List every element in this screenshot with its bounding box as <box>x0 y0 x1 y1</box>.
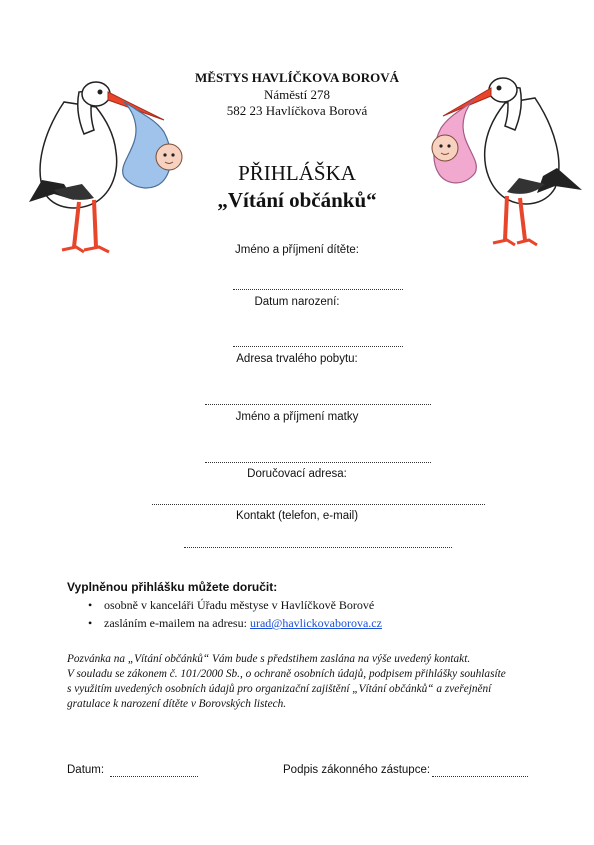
delivery-option-in-person: • osobně v kanceláři Úřadu městyse v Havlíčkově Borové <box>88 596 382 614</box>
field-line-mother-name[interactable] <box>205 462 431 463</box>
field-label-birth-date: Datum narození: <box>254 296 340 308</box>
signature-label: Podpis zákonného zástupce: <box>283 764 431 776</box>
signature-line[interactable] <box>432 776 528 777</box>
field-label-mother-name: Jméno a příjmení matky <box>235 411 359 423</box>
field-label-contact: Kontakt (telefon, e-mail) <box>235 510 359 522</box>
field-label-permanent-address: Adresa trvalého pobytu: <box>236 353 358 365</box>
field-line-birth-date[interactable] <box>233 346 403 347</box>
field-line-child-name[interactable] <box>233 289 403 290</box>
organization-name: MĚSTYS HAVLÍČKOVA BOROVÁ <box>195 70 399 85</box>
document-subtitle: „Vítání občánků“ <box>217 188 377 212</box>
document-title: PŘIHLÁŠKA <box>238 161 356 185</box>
email-link[interactable]: urad@havlickovaborova.cz <box>249 616 382 630</box>
delivery-heading: Vyplněnou přihlášku můžete doručit: <box>67 580 278 594</box>
address-line-1: Náměstí 278 <box>263 87 331 102</box>
address-line-2: 582 23 Havlíčkova Borová <box>226 103 368 118</box>
date-line[interactable] <box>110 776 198 777</box>
gdpr-note: Pozvánka na „Vítání občánků“ Vám bude s předstihem zaslána na výše uvedený kontakt. V souladu se zákonem č. 101/2000 Sb., o ochraně osobních údajů, podpisem přihlášky souhlasíte s využitím uvedených osobních údajů pro organizační zajištění „Vítání občánků“ a zveřejnění gratulace k narození dítěte v Borovských listech. <box>67 653 506 710</box>
field-line-contact[interactable] <box>184 547 452 548</box>
field-label-child-name: Jméno a příjmení dítěte: <box>234 244 359 256</box>
field-label-delivery-address: Doručovací adresa: <box>247 468 347 480</box>
date-label: Datum: <box>67 764 105 776</box>
delivery-options-list <box>88 596 382 632</box>
field-line-permanent-address[interactable] <box>205 404 431 405</box>
field-line-delivery-address[interactable] <box>152 504 485 505</box>
delivery-option-email: • zasláním e-mailem na adresu: urad@havlickovaborova.cz <box>88 614 382 632</box>
